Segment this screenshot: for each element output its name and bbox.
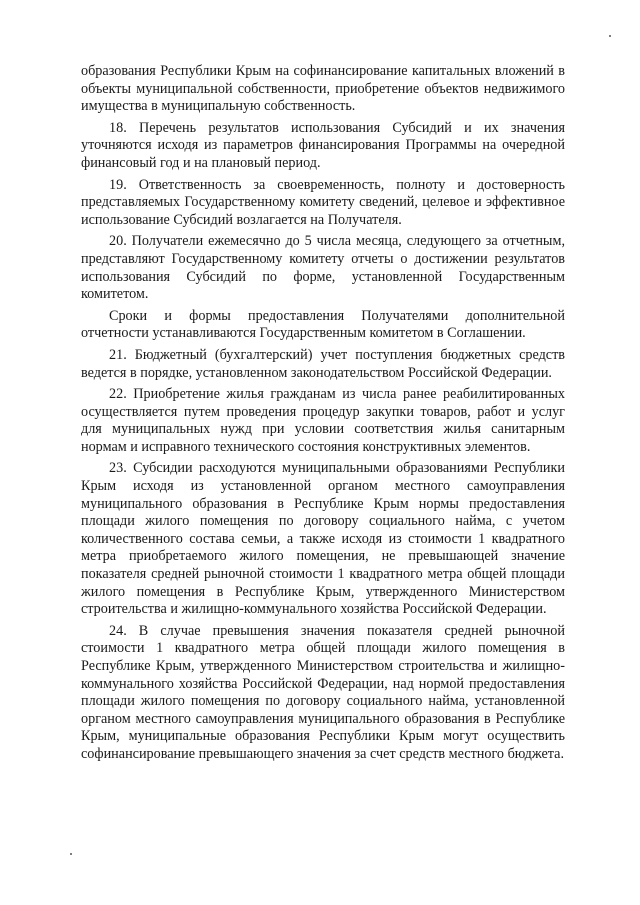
- paragraph-23: 23. Субсидии расходуются муниципальными образованиями Республики Крым исходя из установленной органом местного самоуправления муниципального образования в Республике Крым нормы предоставления площади жилого помещения по договору социального найма, с учетом количественного состава семьи, а также исходя из стоимости 1 квадратного метра приобретаемого жилого помещения, не превышающей значение показателя средней рыночной стоимости 1 квадратного метра общей площади жилого помещения в Республике Крым, утвержденного Министерством строительства и жилищно-коммунального хозяйства Российской Федерации.: [81, 460, 565, 618]
- paragraph-24: 24. В случае превышения значения показателя средней рыночной стоимости 1 квадратного метра общей площади жилого помещения в Республике Крым, утвержденного Министерством строительства и жилищно-коммунального хозяйства Российской Федерации, над нормой предоставления площади жилого помещения по договору социального найма, установленной органом местного самоуправления муниципального образования в Республике Крым, муниципальные образования Республики Крым могут осуществить софинансирование превышающего значения за счет средств местного бюджета.: [81, 622, 565, 762]
- paragraph-continuation: образования Республики Крым на софинансирование капитальных вложений в объекты муниципальной собственности, приобретение объектов недвижимого имущества в муниципальную собственность.: [81, 63, 565, 115]
- paragraph-20-reporting: Сроки и формы предоставления Получателями дополнительной отчетности устанавливаются Государственным комитетом в Соглашении.: [81, 307, 565, 342]
- paragraph-18: 18. Перечень результатов использования Субсидий и их значения уточняются исходя из параметров финансирования Программы на очередной финансовый год и на плановый период.: [81, 119, 565, 171]
- paragraph-22: 22. Приобретение жилья гражданам из числа ранее реабилитированных осуществляется путем проведения процедур закупки товаров, работ и услуг для муниципальных нужд при условии соответствия жилья санитарным нормам и исправного технического состояния конструктивных элементов.: [81, 386, 565, 455]
- paragraph-19: 19. Ответственность за своевременность, полноту и достоверность представляемых Государственному комитету сведений, целевое и эффективное использование Субсидий возлагается на Получателя.: [81, 176, 565, 228]
- scan-speck: [70, 853, 72, 855]
- scan-speck: [609, 35, 611, 37]
- document-page: [81, 63, 565, 768]
- paragraph-20: 20. Получатели ежемесячно до 5 числа месяца, следующего за отчетным, представляют Государственному комитету отчеты о достижении результатов использования Субсидий по форме, установленной Государственным комитетом.: [81, 233, 565, 303]
- paragraph-21: 21. Бюджетный (бухгалтерский) учет поступления бюджетных средств ведется в порядке, установленном законодательством Российской Федерации.: [81, 346, 565, 381]
